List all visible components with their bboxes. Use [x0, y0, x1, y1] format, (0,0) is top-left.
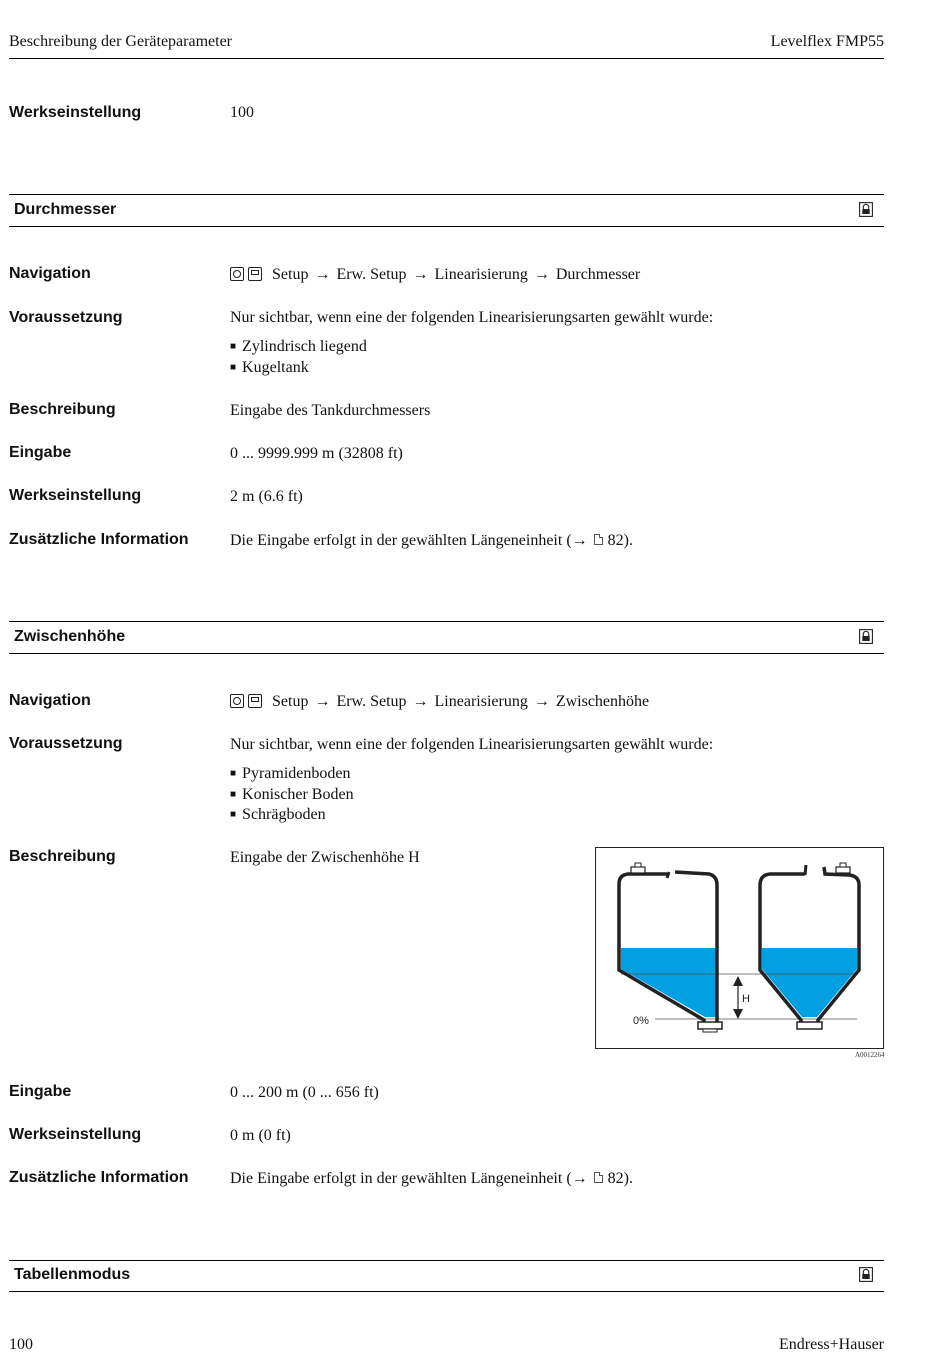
tank-diagram [595, 847, 885, 1050]
info-text: Die Eingabe erfolgt in der gewählten Längeneinheit (→ 82). [230, 1170, 633, 1187]
page-number: 100 [9, 1336, 33, 1353]
lock-icon [859, 629, 873, 644]
input-label: Eingabe [9, 1083, 72, 1100]
section-title-durchmesser: Durchmesser [14, 201, 117, 218]
default-label: Werkseinstellung [9, 1126, 142, 1143]
info-label: Zusätzliche Information [9, 531, 189, 548]
info-text: Die Eingabe erfolgt in der gewählten Längeneinheit (→ 82). [230, 532, 633, 549]
lock-icon [859, 202, 873, 217]
running-header-left: Beschreibung der Geräteparameter [9, 33, 232, 50]
section-rule-top [9, 1260, 884, 1261]
nav-step-durchmesser[interactable]: Durchmesser [555, 266, 641, 283]
section-rule-top [9, 621, 884, 622]
default-value: 0 m (0 ft) [230, 1127, 291, 1144]
page-link[interactable]: 82). [607, 1170, 633, 1187]
nav-step-setup[interactable]: Setup [272, 693, 309, 710]
section-title-zwischenhoehe: Zwischenhöhe [14, 628, 126, 645]
expert-icon [230, 267, 244, 281]
header-rule [9, 58, 884, 59]
info-label: Zusätzliche Information [9, 1169, 189, 1186]
zero-percent-label: 0% [633, 1015, 649, 1027]
page-link[interactable]: 82). [607, 532, 633, 549]
requirement-label: Voraussetzung [9, 309, 123, 326]
page-reference-icon [594, 534, 603, 545]
section-rule-bottom [9, 653, 884, 654]
nav-label: Navigation [9, 692, 91, 709]
list-item: ■ Konischer Boden [230, 785, 354, 806]
default-value: 2 m (6.6 ft) [230, 488, 303, 505]
lock-icon [859, 1267, 873, 1282]
input-range: 0 ... 200 m (0 ... 656 ft) [230, 1084, 379, 1101]
list-item: ■ Pyramidenboden [230, 764, 354, 785]
requirement-list [230, 337, 367, 378]
running-header-right: Levelflex FMP55 [770, 33, 884, 50]
height-h-label: H [742, 993, 750, 1005]
description-text: Eingabe der Zwischenhöhe H [230, 849, 420, 866]
nav-path: Setup → Erw. Setup → Linearisierung → Durchmesser [230, 266, 640, 284]
section-rule-bottom [9, 226, 884, 227]
default-label: Werkseinstellung [9, 487, 142, 504]
display-icon [248, 267, 262, 281]
input-range: 0 ... 9999.999 m (32808 ft) [230, 445, 403, 462]
list-item: ■ Zylindrisch liegend [230, 337, 367, 358]
list-item: ■ Schrägboden [230, 805, 354, 826]
requirement-list [230, 764, 354, 826]
nav-path: Setup → Erw. Setup → Linearisierung → Zwischenhöhe [230, 693, 649, 711]
nav-step-erw-setup[interactable]: Erw. Setup [336, 266, 407, 283]
section-rule-top [9, 194, 884, 195]
nav-step-setup[interactable]: Setup [272, 266, 309, 283]
section-title-tabellenmodus: Tabellenmodus [14, 1266, 131, 1283]
expert-icon [230, 694, 244, 708]
description-label: Beschreibung [9, 401, 116, 418]
nav-step-erw-setup[interactable]: Erw. Setup [336, 693, 407, 710]
display-icon [248, 694, 262, 708]
figure-id: A0012264 [855, 1051, 885, 1059]
requirement-label: Voraussetzung [9, 735, 123, 752]
top-default-value: 100 [230, 104, 254, 121]
nav-label: Navigation [9, 265, 91, 282]
description-text: Eingabe des Tankdurchmessers [230, 402, 431, 419]
list-item: ■ Kugeltank [230, 358, 367, 379]
nav-step-zwischenhoehe[interactable]: Zwischenhöhe [555, 693, 650, 710]
description-label: Beschreibung [9, 848, 116, 865]
top-default-label: Werkseinstellung [9, 104, 142, 121]
requirement-text: Nur sichtbar, wenn eine der folgenden Linearisierungsarten gewählt wurde: [230, 736, 714, 753]
company-name: Endress+Hauser [779, 1336, 884, 1353]
section-rule-bottom [9, 1291, 884, 1292]
input-label: Eingabe [9, 444, 72, 461]
nav-step-linearisierung[interactable]: Linearisierung [434, 266, 528, 283]
page-reference-icon [594, 1172, 603, 1183]
requirement-text: Nur sichtbar, wenn eine der folgenden Linearisierungsarten gewählt wurde: [230, 309, 714, 326]
nav-step-linearisierung[interactable]: Linearisierung [434, 693, 528, 710]
